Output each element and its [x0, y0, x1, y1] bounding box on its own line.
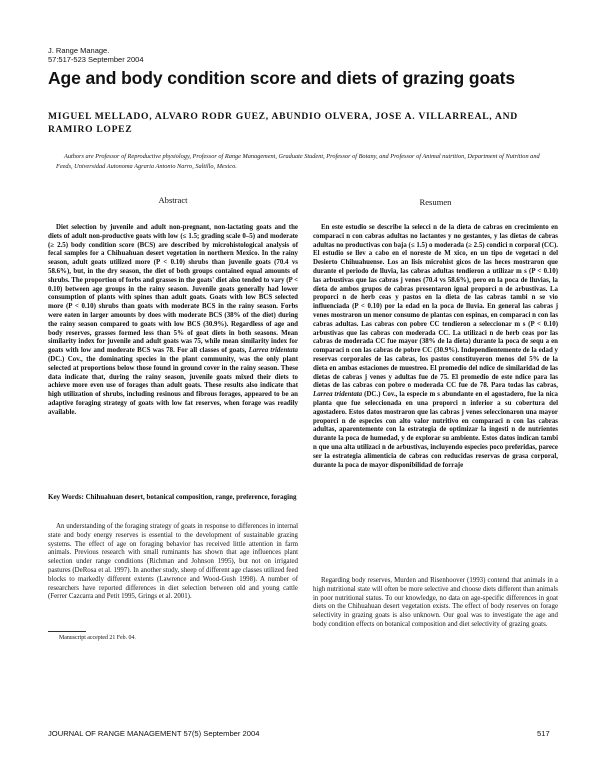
paper-title: Age and body condition score and diets of grazing goats	[48, 68, 516, 88]
introduction-right: Regarding body reserves, Murden and Risenhoover (1993) contend that animals in a high nutritional state will often be more selective and choose diets different than animals in poor nutritional status. To our knowledge, no data on age-specific differences in goat diets on the Chihuahuan desert vegetation exists. The effect of body reserves on forage selectivity in grazing goats is also unknown. Our goal was to investigate the age and body condition effects on botanical composition and diet selectivity of grazing goats.	[313, 577, 558, 628]
resumen-text-part-2: (DC.) Cov., la especie m s abundante en el agostadero, fue la nica planta que fue seleccionada en una proporci n inferior a su cobertura del agostadero. Estos datos mostraron que las cabras j venes seleccionaron una mayor proporci n de especies con alto valor nutritivo en comparaci n con las cabras adultas, aparentemente con la estrategia de optimizar la ingesti n de nutrientes durante la poca de humedad, y de explorar su ambiente. Estos datos indican tambi n que una alta utilizaci n de arbustivas, incluyendo especies poco preferidas, parece ser la estrategia alimenticia de cabras con reducidas reservas de grasa corporal, durante la poca de mayor disponibilidad de forraje	[313, 391, 558, 469]
page-number: 517	[537, 729, 550, 738]
manuscript-note: Manuscript accepted 21 Feb. 04.	[59, 635, 136, 641]
resumen-species-name: Larrea tridentata	[313, 391, 363, 399]
abstract-text-part-1: Diet selection by juvenile and adult non-pregnant, non-lactating goats and the diets of adult non-productive goats with low (≤ 1.5; grading scale 0–5) and moderate (≥ 2.5) body condition score (BCS) are described by microhistological analysis of fecal samples for a Chihuahuan desert vegetation in northern Mexico. In the rainy season, adult goats utilized more (P < 0.10) shrubs than juvenile goats (70.4 vs 58.6%), but, in the dry season, the diet of both groups contained equal amounts of shrubs. The proportion of forbs and grasses in the goats' diet also tended to vary (P < 0.10) between age groups in the rainy season. Juvenile goats generally had lower consumption of plants with spines than adult goats. Goats with low BCS selected more (P < 0.10) shrubs than goats with moderate BCS in the rainy season. Forbs were eaten in larger amounts by does with moderate BCS (38% of the diet) during the rainy season compared to goats with low BCS (30.9%). Regardless of age and body reserves, grasses formed less than 5% of goat diets in both seasons. Mean similarity index for juvenile and adult goats was 75, while mean similarity index for goats with low and moderate BCS was 78. For all classes of goats,	[48, 224, 298, 355]
author-affiliation: Authors are Professor of Reproductive physiology, Professor of Range Management, Graduate Student, Professor of Botany, and Professor of Animal nutrition, Department of Nutrition and Feeds, Universidad Autonoma Agraria Antonio Narro, Saltillo, Mexico.	[56, 153, 540, 170]
resumen-heading: Resumen	[419, 197, 452, 207]
abstract-heading: Abstract	[158, 195, 188, 205]
abstract-text-part-2: (DC.) Cov., the dominating species in the plant community, was the only plant selected at proportions below those found in ground cover in the rainy season. These data indicate that, during the rainy season, juvenile goats mixed their diets to achieve more even use of forages than adult goats. These results also indicate that high utilization of shrubs, including resinous and fibrous forages, appeared to be an adaptive foraging strategy of goats with low fat reserves, when forage was readily available.	[48, 355, 298, 416]
introduction-left: An understanding of the foraging strategy of goats in response to differences in internal state and body energy reserves is essential to the development of sustainable grazing systems. The effect of age on foraging behavior has received little attention in farm animals. Previous research with small ruminants has shown that age influences plant selection under range conditions (Richman and Johnson 1995), but not on irrigated pastures (DeRosa et al. 1997). In another study, sheep of different age classes utilized feed blocks to markedly different extents (Lawrence and Wood-Gush 1998). A number of researchers have reported differences in diet selection between old and young cattle (Ferrer Cazcarra and Petit 1995, Grings et al. 2001).	[48, 523, 298, 601]
author-list: MIGUEL MELLADO, ALVARO RODR GUEZ, ABUNDIO OLVERA, JOSE A. VILLARREAL, AND RAMIRO LOPEZ	[48, 111, 518, 135]
keywords: Key Words: Chihuahuan desert, botanical composition, range, preference, foraging	[48, 493, 297, 501]
footnote-rule	[48, 631, 86, 632]
abstract-text	[48, 224, 298, 418]
journal-reference-line-1: J. Range Manage.	[48, 46, 110, 55]
resumen-text	[313, 224, 558, 470]
journal-reference	[48, 46, 144, 64]
footer-journal: JOURNAL OF RANGE MANAGEMENT 57(5) September 2004	[48, 729, 260, 738]
abstract-species-name: Larrea tridentata	[248, 347, 298, 355]
resumen-text-part-1: En este estudio se describe la selecci n de la dieta de cabras en crecimiento en comparaci n con cabras adultas no lactantes y no gestantes, y las dietas de cabras adultas no productivas con baja (≤ 1.5) o moderada (≥ 2.5) condici n corporal (CC). El estudio se llev a cabo en el noreste de M xico, en un tipo de vegetaci n del Desierto Chihuahuense. Los an lisis microhist gicos de las heces mostraron que durante el periodo de lluvia, las cabras adultas tendieron a utilizar m s (P < 0.10) las arbustivas que las cabras j venes (70.4 vs 58.6%), pero en la poca de lluvias, la dieta de ambos grupos de cabras presentaron igual proporci n de arbustivas. La proporci n de herb ceas y pastos en la dieta de las cabras tambi n se vio influenciada (P < 0.10) por la edad en la poca de lluvia. En general las cabras j venes mostraron un menor consumo de plantas con espinas, en comparaci n con las cabras adultas. Las cabras con pobre CC tendieron a seleccionar m s (P < 0.10) arbustivas que las cabras con moderada CC. La utilizaci n de herb ceas por las cabras de moderada CC fue mayor (38% de la dieta) durante la poca de sequ a en comparaci n con las cabras de pobre CC (30.9%). Independientemente de la edad y reservas corporales de las cabras, los pastos constituyeron menos del 5% de la dieta en ambas estaciones de muestreo. El promedio del ndice de similaridad de las dietas de cabras j venes y adultas fue de 75. El promedio de este ndice para las dietas de las cabras con pobre o moderada CC fue de 78. Para todas las cabras,	[313, 224, 558, 390]
journal-reference-line-2: 57:517-523 September 2004	[48, 55, 144, 64]
